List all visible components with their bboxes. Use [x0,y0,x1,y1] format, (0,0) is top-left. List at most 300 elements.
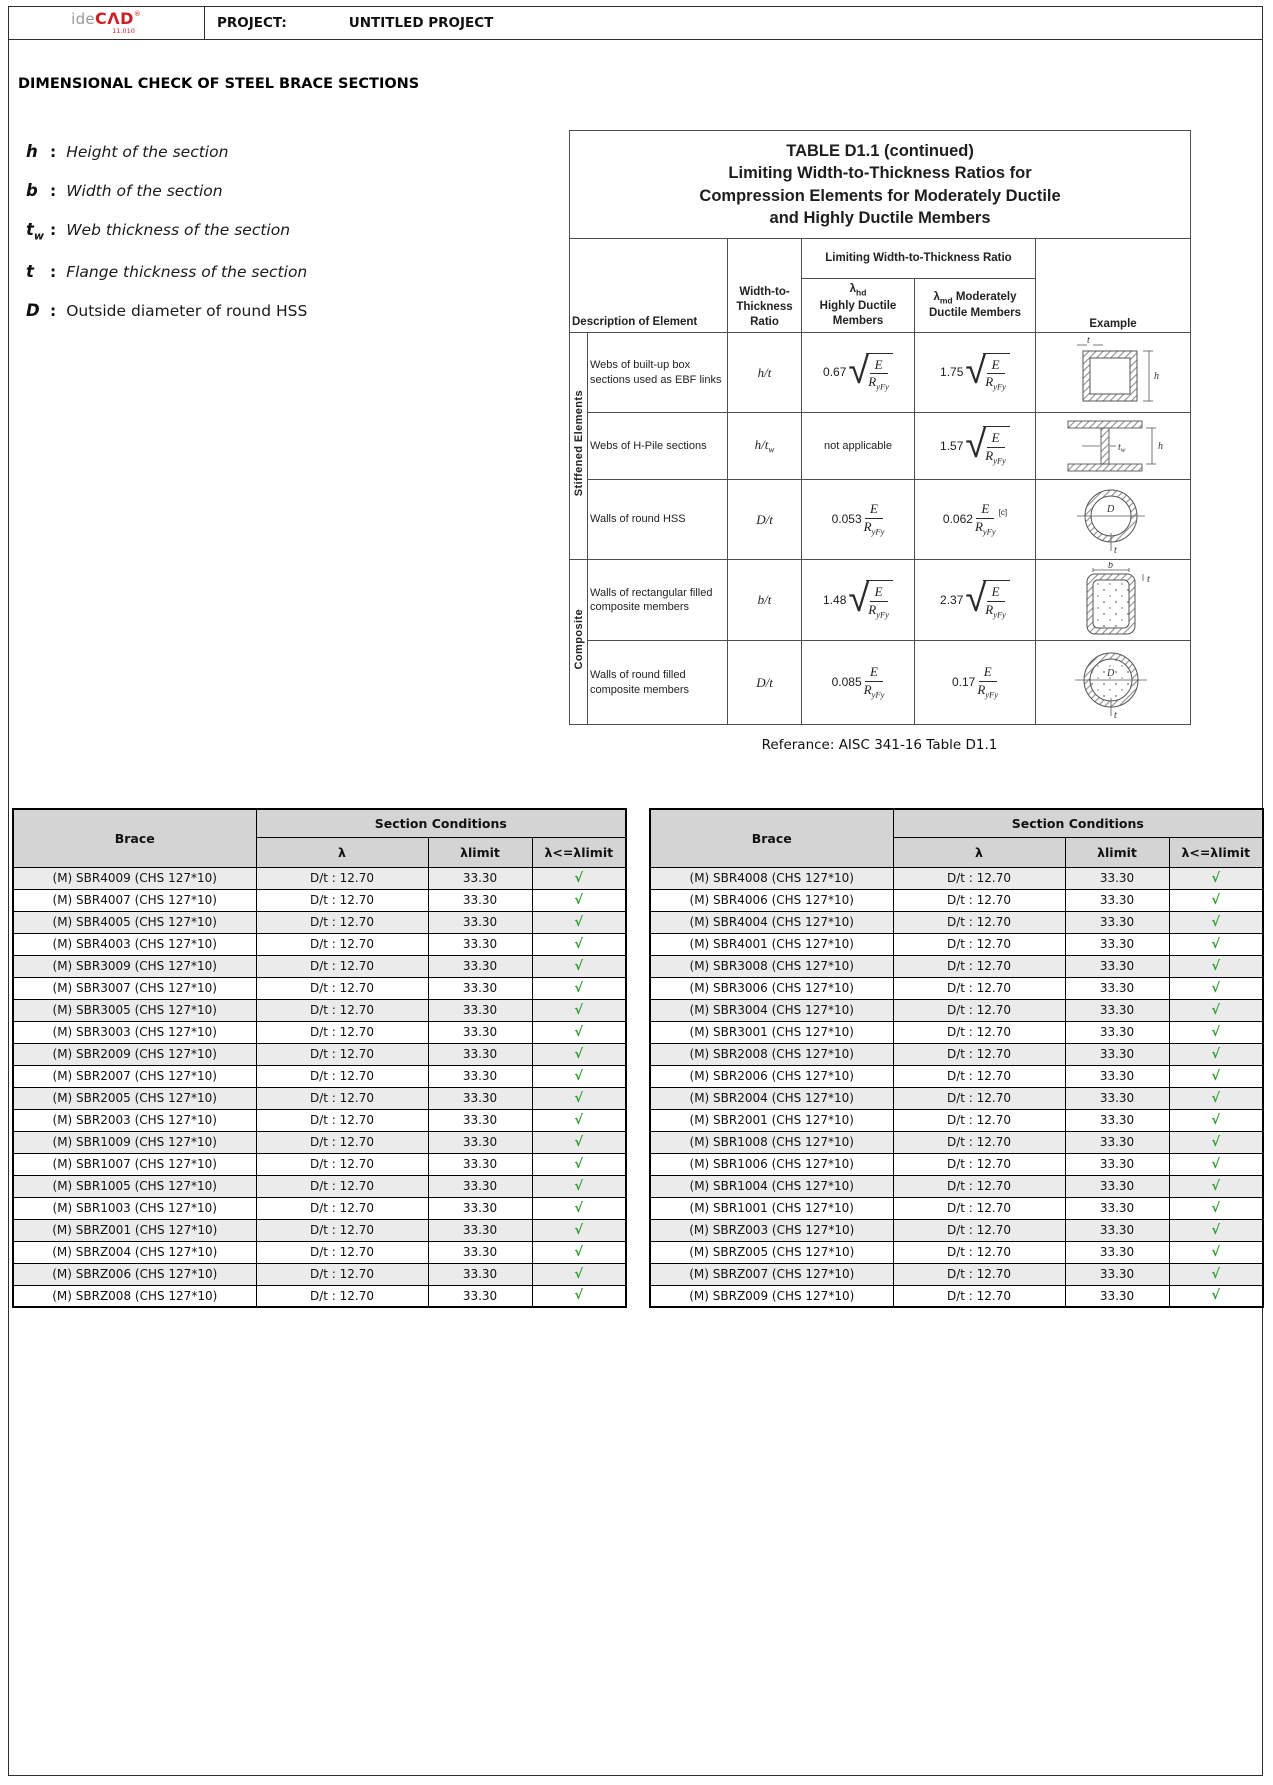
brace-name-cell: (M) SBR4004 (CHS 127*10) [650,911,893,933]
brace-name-cell: (M) SBR4001 (CHS 127*10) [650,933,893,955]
check-icon: √ [574,1112,584,1128]
definition-symbol: D [26,301,40,321]
lambda-cell: D/t : 12.70 [256,889,428,911]
check-icon: √ [574,1288,584,1304]
lambda-limit-cell: 33.30 [428,1263,532,1285]
lambda-limit-cell: 33.30 [1065,1285,1169,1307]
aisc-table-title: TABLE D1.1 (continued) Limiting Width-to-Thickness Ratios for Compression Elements for Moderately Ductile and Highly Ductile Members [570,131,1191,239]
lambda-limit-cell: 33.30 [428,1241,532,1263]
brace-table-right [649,808,1264,1308]
element-description: Webs of H-Pile sections [588,413,728,480]
svg-text:t: t [1147,574,1150,585]
check-cell [532,1219,626,1241]
brace-name-cell: (M) SBR2009 (CHS 127*10) [13,1043,256,1065]
check-icon: √ [1211,1266,1221,1282]
brace-name-cell: (M) SBRZ009 (CHS 127*10) [650,1285,893,1307]
table-row [13,999,626,1021]
lambda-cell: D/t : 12.70 [893,1241,1065,1263]
check-icon: √ [574,1200,584,1216]
brace-name-cell: (M) SBR1006 (CHS 127*10) [650,1153,893,1175]
definition-text: Flange thickness of the section [66,263,308,282]
radical-icon: √ [965,423,987,466]
element-description: Walls of round filled composite members [588,641,728,725]
check-icon: √ [574,1244,584,1260]
brace-name-cell: (M) SBR4007 (CHS 127*10) [13,889,256,911]
table-row [650,867,1263,889]
table-row [13,1263,626,1285]
lambda-limit-cell: 33.30 [428,1153,532,1175]
lambda-cell: D/t : 12.70 [256,911,428,933]
check-cell [532,977,626,999]
example-cell [1036,413,1191,480]
lambda-cell: D/t : 12.70 [256,1065,428,1087]
coefficient: 0.053 [831,512,862,527]
h-pile-section-diagram [1052,415,1174,477]
table-row [650,1021,1263,1043]
check-cell [1169,977,1263,999]
lambda-limit-cell: 33.30 [428,911,532,933]
brace-name-cell: (M) SBR2006 (CHS 127*10) [650,1065,893,1087]
table-row [650,911,1263,933]
lambda-cell: D/t : 12.70 [256,1087,428,1109]
lambda-limit-cell: 33.30 [1065,1109,1169,1131]
lambda-md-formula [915,641,1036,725]
lambda-limit-cell: 33.30 [1065,977,1169,999]
check-cell [532,1087,626,1109]
check-icon: √ [574,1134,584,1150]
radical-icon: √ [965,577,987,620]
check-icon: √ [1211,870,1221,886]
lambda-md-formula [915,560,1036,641]
brace-table-left [12,808,627,1308]
lambda-limit-cell: 33.30 [428,1175,532,1197]
lambda-cell: D/t : 12.70 [256,955,428,977]
coefficient: 2.37 [940,592,964,607]
table-row [13,1285,626,1307]
aisc-row-round-hss [570,480,1191,560]
fraction: $\frac{E}{R_{yFy}}$ [863,664,885,700]
check-icon: √ [1211,980,1221,996]
lambda-cell: D/t : 12.70 [893,1285,1065,1307]
check-cell [532,1175,626,1197]
check-cell [532,1021,626,1043]
definition-item: b : Width of the section [26,181,223,200]
coefficient: 1.57 [940,438,964,453]
lambda-cell: D/t : 12.70 [256,1153,428,1175]
aisc-header-row-top [570,239,1191,279]
lambda-hd-formula [802,641,915,725]
radical-icon: √ [848,577,870,620]
lambda-limit-cell: 33.30 [1065,933,1169,955]
check-icon: √ [574,1046,584,1062]
brace-name-cell: (M) SBR2003 (CHS 127*10) [13,1109,256,1131]
lambda-limit-cell: 33.30 [1065,1065,1169,1087]
lambda-limit-cell: 33.30 [1065,1219,1169,1241]
table-row [13,867,626,889]
table-row [13,1197,626,1219]
check-cell [532,955,626,977]
check-icon: √ [574,1090,584,1106]
check-cell [532,999,626,1021]
brand-name: CΛD [94,8,134,28]
lambda-limit-cell: 33.30 [1065,999,1169,1021]
lambda-hd-formula: not applicable [802,413,915,480]
lambda-cell: D/t : 12.70 [256,1263,428,1285]
radical-icon: √ [965,350,987,393]
lambda-cell: D/t : 12.70 [256,1197,428,1219]
definition-item: t : Flange thickness of the section [26,262,308,282]
lambda-limit-cell: 33.30 [428,1285,532,1307]
table-row [13,933,626,955]
project-cell [205,6,1263,39]
table-row [13,889,626,911]
aisc-table-d11 [569,130,1190,725]
check-cell [532,1285,626,1307]
svg-text:t: t [1087,336,1090,346]
brace-name-cell: (M) SBRZ001 (CHS 127*10) [13,1219,256,1241]
table-row [650,1109,1263,1131]
lambda-cell: D/t : 12.70 [893,1175,1065,1197]
fraction: $\frac{E}{R_{yFy}}$ [985,584,1006,620]
table-row [13,1043,626,1065]
brace-name-cell: (M) SBR4006 (CHS 127*10) [650,889,893,911]
svg-text:h: h [1158,441,1164,452]
table-row [650,1153,1263,1175]
check-icon: √ [574,914,584,930]
brace-name-cell: (M) SBR2005 (CHS 127*10) [13,1087,256,1109]
brace-name-cell: (M) SBR3006 (CHS 127*10) [650,977,893,999]
col-header-lambda-check: λ<=λlimit [532,837,626,867]
check-cell [532,1153,626,1175]
lambda-limit-cell: 33.30 [428,1109,532,1131]
lambda-cell: D/t : 12.70 [256,1285,428,1307]
check-icon: √ [574,1178,584,1194]
lambda-limit-cell: 33.30 [1065,955,1169,977]
col-header-example: Example [1036,239,1191,333]
logo-cell [8,6,205,39]
group-label-stiffened-elements: Stiffened Elements [570,333,588,560]
table-row [13,955,626,977]
lambda-cell: D/t : 12.70 [256,999,428,1021]
fraction: $\frac{E}{R_{yFy}}$ [974,501,996,537]
brace-name-cell: (M) SBR4003 (CHS 127*10) [13,933,256,955]
lambda-cell: D/t : 12.70 [893,1219,1065,1241]
table-row [650,1197,1263,1219]
lambda-cell: D/t : 12.70 [256,1043,428,1065]
lambda-limit-cell: 33.30 [428,1219,532,1241]
check-icon: √ [1211,1068,1221,1084]
lambda-limit-cell: 33.30 [1065,1131,1169,1153]
col-header-limiting: Limiting Width-to-Thickness Ratio [802,239,1036,279]
brace-name-cell: (M) SBRZ008 (CHS 127*10) [13,1285,256,1307]
fraction: $\frac{E}{R_{yFy}}$ [863,501,885,537]
check-icon: √ [1211,958,1221,974]
lambda-cell: D/t : 12.70 [256,1109,428,1131]
lambda-limit-cell: 33.30 [428,933,532,955]
radical-icon: √ [848,350,870,393]
definition-item: $t_w$ : Web thickness of the section [26,220,291,243]
lambda-cell: D/t : 12.70 [893,1109,1065,1131]
coefficient: 0.085 [831,675,862,690]
example-cell [1036,333,1191,413]
lambda-limit-cell: 33.30 [428,1021,532,1043]
definition-symbol: h [26,142,38,161]
brace-name-cell: (M) SBR1007 (CHS 127*10) [13,1153,256,1175]
brace-name-cell: (M) SBR3009 (CHS 127*10) [13,955,256,977]
lambda-limit-cell: 33.30 [428,999,532,1021]
check-cell [532,911,626,933]
brace-name-cell: (M) SBR2004 (CHS 127*10) [650,1087,893,1109]
table-row [650,1175,1263,1197]
check-icon: √ [1211,1244,1221,1260]
element-description: Walls of rectangular filled composite members [588,560,728,641]
fraction: $\frac{E}{R_{yFy}}$ [985,430,1006,466]
table-row [650,1131,1263,1153]
brace-name-cell: (M) SBRZ003 (CHS 127*10) [650,1219,893,1241]
svg-text:D: D [1107,667,1115,679]
lambda-cell: D/t : 12.70 [256,867,428,889]
brace-name-cell: (M) SBR3007 (CHS 127*10) [13,977,256,999]
check-cell [1169,1153,1263,1175]
table-row [13,1065,626,1087]
lambda-cell: D/t : 12.70 [893,1043,1065,1065]
table-row [650,955,1263,977]
table-row [13,977,626,999]
brace-name-cell: (M) SBR1005 (CHS 127*10) [13,1175,256,1197]
table-row [650,999,1263,1021]
lambda-limit-cell: 33.30 [1065,1263,1169,1285]
example-cell [1036,641,1191,725]
lambda-cell: D/t : 12.70 [256,977,428,999]
coefficient: 1.75 [940,365,964,380]
ratio-cell: h/t [728,333,802,413]
lambda-limit-cell: 33.30 [1065,1021,1169,1043]
built-up-box-section-diagram [1053,337,1173,409]
check-icon: √ [1211,1288,1221,1304]
ratio-cell: b/t [728,560,802,641]
project-name: UNTITLED PROJECT [348,14,494,31]
project-label: PROJECT: [217,14,287,31]
check-icon: √ [574,1024,584,1040]
lambda-cell: D/t : 12.70 [893,977,1065,999]
aisc-row-round-composite [570,641,1191,725]
svg-text:b: b [1108,562,1114,571]
lambda-hd-formula [802,560,915,641]
lambda-cell: D/t : 12.70 [256,933,428,955]
lambda-cell: D/t : 12.70 [256,1241,428,1263]
brace-header-row [650,809,1263,837]
lambda-limit-cell: 33.30 [428,955,532,977]
check-cell [532,1241,626,1263]
check-icon: √ [1211,1222,1221,1238]
reference-line: Referance: AISC 341-16 Table D1.1 [761,737,998,753]
lambda-limit-cell: 33.30 [428,1065,532,1087]
definition-text: Outside diameter of round HSS [66,302,308,321]
table-row [13,1021,626,1043]
fraction: $\frac{E}{R_{yFy}}$ [977,664,999,700]
check-cell [1169,1087,1263,1109]
lambda-md-formula [915,413,1036,480]
check-cell [532,1065,626,1087]
lambda-cell: D/t : 12.70 [256,1021,428,1043]
table-row [650,1241,1263,1263]
check-cell [1169,1131,1263,1153]
check-cell [1169,1219,1263,1241]
brace-name-cell: (M) SBR4008 (CHS 127*10) [650,867,893,889]
lambda-cell: D/t : 12.70 [893,1065,1065,1087]
brace-name-cell: (M) SBRZ004 (CHS 127*10) [13,1241,256,1263]
lambda-limit-cell: 33.30 [1065,889,1169,911]
svg-text:h: h [1154,370,1160,382]
col-header-lambda-limit: λlimit [428,837,532,867]
table-row [650,1263,1263,1285]
round-hss-section-diagram [1053,483,1173,557]
lambda-limit-cell: 33.30 [428,867,532,889]
brace-name-cell: (M) SBR1009 (CHS 127*10) [13,1131,256,1153]
check-cell [1169,1285,1263,1307]
table-row [650,977,1263,999]
check-cell [1169,889,1263,911]
fraction: $\frac{E}{R_{yFy}}$ [868,356,889,392]
svg-text:D: D [1107,503,1115,515]
col-header-moderately-ductile: $\lambda_{md}$ Moderately Ductile Members [915,279,1036,333]
check-icon: √ [1211,1134,1221,1150]
document-title: DIMENSIONAL CHECK OF STEEL BRACE SECTIONS [18,76,420,92]
idecad-logo [71,8,141,35]
table-row [650,1065,1263,1087]
brace-name-cell: (M) SBR3001 (CHS 127*10) [650,1021,893,1043]
aisc-row-box-webs [570,333,1191,413]
check-icon: √ [574,1156,584,1172]
lambda-limit-cell: 33.30 [1065,1197,1169,1219]
check-cell [532,1263,626,1285]
aisc-row-rect-composite [570,560,1191,641]
check-icon: √ [1211,1046,1221,1062]
lambda-cell: D/t : 12.70 [893,889,1065,911]
check-cell [532,933,626,955]
lambda-limit-cell: 33.30 [428,1043,532,1065]
check-icon: √ [1211,1002,1221,1018]
col-header-lambda-limit: λlimit [1065,837,1169,867]
definition-text: Height of the section [66,143,229,161]
group-label-composite: Composite [570,560,588,725]
svg-text:t: t [1114,709,1117,721]
lambda-limit-cell: 33.30 [428,889,532,911]
lambda-limit-cell: 33.30 [428,1197,532,1219]
check-icon: √ [1211,1178,1221,1194]
fraction: $\frac{E}{R_{yFy}}$ [985,356,1006,392]
check-icon: √ [574,936,584,952]
lambda-cell: D/t : 12.70 [893,933,1065,955]
definition-text: Web thickness of the section [66,221,291,239]
table-row [13,1087,626,1109]
check-icon: √ [574,870,584,886]
lambda-limit-cell: 33.30 [428,1131,532,1153]
aisc-row-hpile-webs [570,413,1191,480]
brand-prefix: ide [71,9,95,28]
check-icon: √ [574,980,584,996]
lambda-cell: D/t : 12.70 [893,1131,1065,1153]
col-header-section-conditions: Section Conditions [893,809,1263,837]
aisc-title-row [570,131,1191,239]
lambda-limit-cell: 33.30 [1065,1043,1169,1065]
check-cell [1169,1197,1263,1219]
lambda-limit-cell: 33.30 [1065,911,1169,933]
check-cell [532,1043,626,1065]
brace-name-cell: (M) SBR2001 (CHS 127*10) [650,1109,893,1131]
check-cell [1169,1065,1263,1087]
table-row [13,1175,626,1197]
brace-name-cell: (M) SBR4009 (CHS 127*10) [13,867,256,889]
definition-text: Width of the section [66,182,223,200]
brace-name-cell: (M) SBR1003 (CHS 127*10) [13,1197,256,1219]
check-icon: √ [1211,1112,1221,1128]
brace-name-cell: (M) SBR3004 (CHS 127*10) [650,999,893,1021]
table-row [13,1109,626,1131]
table-row [13,1241,626,1263]
svg-text:t: t [1114,544,1117,556]
table-row [650,1219,1263,1241]
lambda-hd-formula [802,333,915,413]
lambda-cell: D/t : 12.70 [893,1153,1065,1175]
brace-name-cell: (M) SBRZ005 (CHS 127*10) [650,1241,893,1263]
brace-name-cell: (M) SBR3005 (CHS 127*10) [13,999,256,1021]
registered-mark-icon: ® [133,9,141,18]
brace-name-cell: (M) SBR1008 (CHS 127*10) [650,1131,893,1153]
check-icon: √ [574,1266,584,1282]
table-row [13,1153,626,1175]
lambda-md-formula [915,480,1036,560]
definition-symbol: t [26,262,34,282]
check-icon: √ [1211,936,1221,952]
check-icon: √ [574,892,584,908]
fraction: $\frac{E}{R_{yFy}}$ [868,584,889,620]
check-icon: √ [574,1068,584,1084]
example-cell [1036,480,1191,560]
ratio-cell: $h/t_w$ [728,413,802,480]
ratio-cell: D/t [728,641,802,725]
check-icon: √ [574,1222,584,1238]
check-cell [1169,911,1263,933]
lambda-cell: D/t : 12.70 [256,1131,428,1153]
lambda-limit-cell: 33.30 [1065,1087,1169,1109]
lambda-limit-cell: 33.30 [428,1087,532,1109]
lambda-limit-cell: 33.30 [1065,1153,1169,1175]
brace-name-cell: (M) SBR2007 (CHS 127*10) [13,1065,256,1087]
brace-name-cell: (M) SBRZ006 (CHS 127*10) [13,1263,256,1285]
table-row [13,1219,626,1241]
page-header [8,6,1263,40]
table-row [13,911,626,933]
col-header-lambda-check: λ<=λlimit [1169,837,1263,867]
lambda-md-formula [915,333,1036,413]
check-cell [1169,1263,1263,1285]
col-header-ratio: Width-to-Thickness Ratio [728,239,802,333]
lambda-limit-cell: 33.30 [428,977,532,999]
lambda-cell: D/t : 12.70 [256,1219,428,1241]
table-row [650,1087,1263,1109]
rect-filled-composite-diagram [1053,562,1173,638]
coefficient: 0.17 [951,675,976,690]
coefficient: 0.67 [823,365,847,380]
lambda-cell: D/t : 12.70 [893,1021,1065,1043]
definition-symbol: b [26,181,38,200]
coefficient: 1.48 [823,592,847,607]
col-header-lambda: λ [893,837,1065,867]
brace-name-cell: (M) SBR1004 (CHS 127*10) [650,1175,893,1197]
lambda-cell: D/t : 12.70 [256,1175,428,1197]
lambda-limit-cell: 33.30 [1065,1241,1169,1263]
